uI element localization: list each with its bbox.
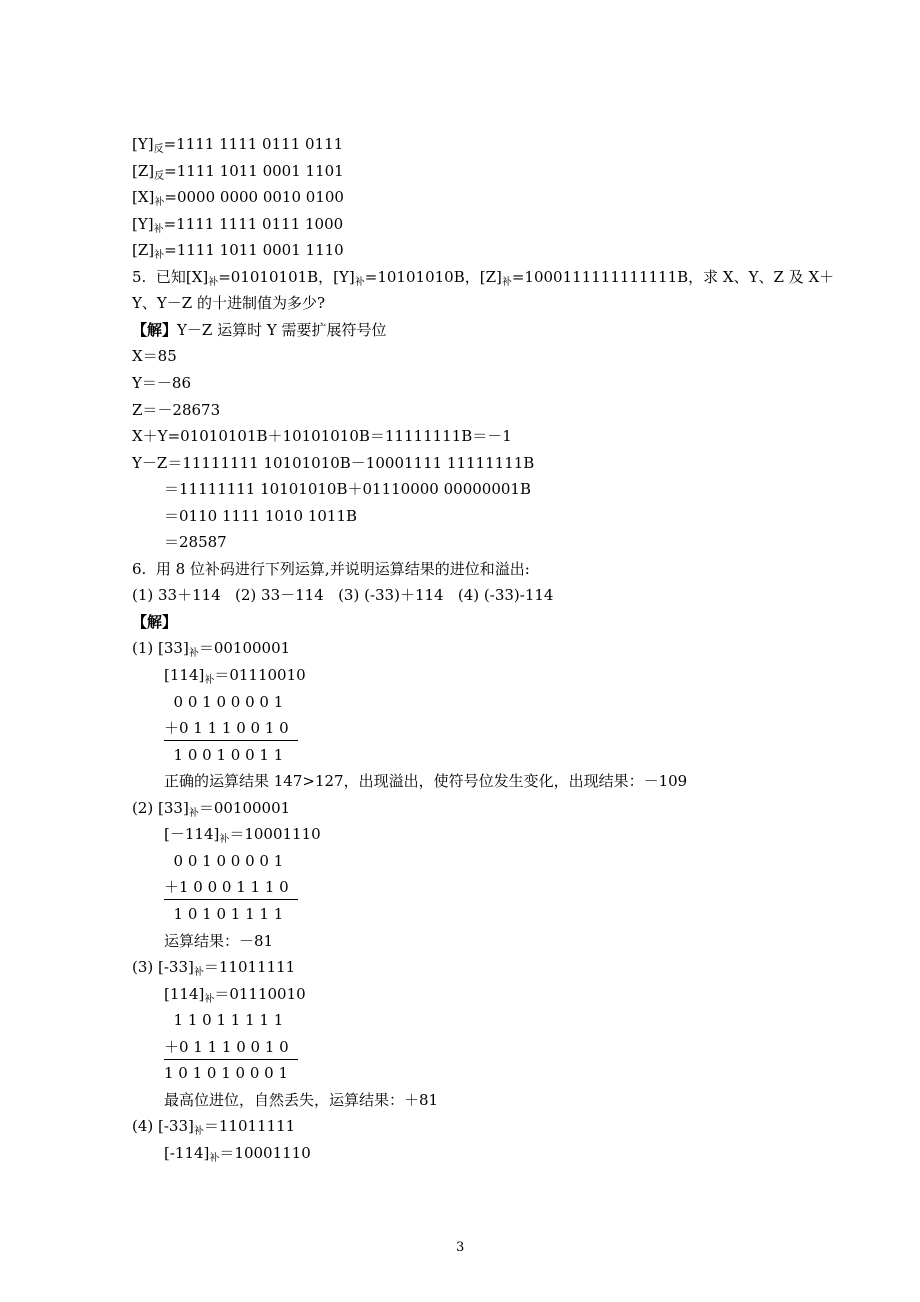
text-line: 1 0 1 0 1 1 1 1 bbox=[164, 904, 284, 923]
text-line: (3) $[-33]_补=11011111$ bbox=[132, 958, 296, 979]
text-line: 0 0 1 0 0 0 0 1 bbox=[164, 692, 284, 711]
text-line: $[-114]_补=10001110$ bbox=[164, 1143, 311, 1164]
text-line: (2) $[33]_补=00100001$ bbox=[132, 798, 291, 819]
text-line: 1 1 0 1 1 1 1 1 bbox=[164, 1011, 284, 1030]
text-line: 1 0 1 0 1 0 0 0 1 bbox=[164, 1064, 289, 1083]
text-line: Y、Y－Z 的十进制值为多少? bbox=[132, 294, 326, 313]
text-line: 5. 已知$[X]_补=01010101B$，$[Y]_补=10101010B$，$[Z]_补=1000111111111111B$，求 X、Y、Z 及 X＋ bbox=[132, 267, 835, 288]
text-line: $[114]_补=01110010$ bbox=[164, 666, 306, 686]
text-line: 1 0 0 1 0 0 1 1 bbox=[164, 745, 284, 764]
text-line: 【解】 bbox=[132, 612, 178, 631]
text-line: 运算结果：－81 bbox=[164, 931, 274, 950]
text-line: $[-114]_补=10001110$ bbox=[164, 825, 321, 846]
text-line: (4) $[-33]_补=11011111$ bbox=[132, 1117, 296, 1138]
text-line: ＋1 0 0 0 1 1 1 0 bbox=[164, 877, 298, 900]
text-line: Z＝－28673 bbox=[132, 400, 221, 419]
text-line: ＝28587 bbox=[164, 533, 227, 552]
text-line: 最高位进位，自然丢失，运算结果：＋81 bbox=[164, 1090, 439, 1109]
text-line: $[X]_补=0000$ 0000 0010 0100 bbox=[132, 188, 344, 209]
text-line: $[Z]_反=1111$ 1011 0001 1101 bbox=[132, 161, 344, 182]
text-line: ＋0 1 1 1 0 0 1 0 bbox=[164, 718, 298, 741]
text-line: X＋Y=01010101B＋10101010B＝11111111B＝－1 bbox=[132, 427, 512, 446]
text-line: Y－Z＝11111111 10101010B－10001111 11111111B bbox=[132, 453, 535, 472]
text-line: $[Y]_补=1111$ 1111 0111 1000 bbox=[132, 214, 344, 235]
text-line: 【解】Y－Z 运算时 Y 需要扩展符号位 bbox=[132, 320, 387, 339]
text-line: ＝11111111 10101010B＋01110000 00000001B bbox=[164, 480, 531, 499]
text-line: $[Z]_补=1111$ 1011 0001 1110 bbox=[132, 241, 344, 262]
text-line: 正确的运算结果 147>127，出现溢出，使符号位发生变化，出现结果：－109 bbox=[164, 772, 688, 791]
text-line: X＝85 bbox=[132, 347, 177, 366]
text-line: 0 0 1 0 0 0 0 1 bbox=[164, 851, 284, 870]
text-line: (1) $[33]_补=00100001$ bbox=[132, 639, 291, 660]
page-number: 3 bbox=[456, 1240, 465, 1255]
text-line: ＝0110 1111 1010 1011B bbox=[164, 506, 358, 525]
text-line: 6. 用 8 位补码进行下列运算,并说明运算结果的进位和溢出: bbox=[132, 559, 530, 578]
text-line: ＋0 1 1 1 0 0 1 0 bbox=[164, 1037, 298, 1060]
text-line: $[114]_补=01110010$ bbox=[164, 984, 306, 1005]
text-line: Y＝－86 bbox=[132, 373, 191, 392]
text-line: (1) 33＋114 (2) 33－114 (3) (-33)＋114 (4) (-33)-114 bbox=[132, 586, 554, 605]
text-line: $[Y]_反=1111$ 1111 0111 0111 bbox=[132, 135, 344, 155]
